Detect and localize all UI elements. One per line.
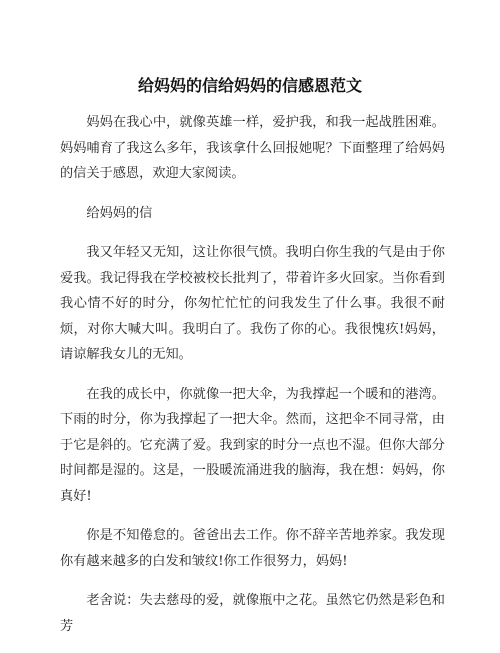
intro-paragraph: 妈妈在我心中，就像英雄一样，爱护我，和我一起战胜困难。妈妈哺育了我这么多年，我该拿什么回报她呢？下面整理了给妈妈的信关于感恩，欢迎大家阅读。 xyxy=(60,115,445,181)
document-title: 给妈妈的信给妈妈的信感恩范文 xyxy=(137,76,362,95)
section-heading: 给妈妈的信 xyxy=(86,205,153,221)
article-body xyxy=(60,110,445,653)
body-paragraph: 老舍说：失去慈母的爱，就像瓶中之花。虽然它仍然是彩色和芳 xyxy=(60,593,445,634)
body-paragraph: 我又年轻又无知，这让你很气愤。我明白你生我的气是由于你爱我。我记得我在学校被校长批判了，带着许多火回家。当你看到我心情不好的时分，你匆忙忙忙的问我发生了什么事。我很不耐烦，对你大喊大叫。我明白了。我伤了你的心。我很愧疚!妈妈，请谅解我女儿的无知。 xyxy=(60,245,445,362)
body-paragraph: 你是不知倦怠的。爸爸出去工作。你不辞辛苦地养家。我发现你有越来越多的白发和皱纹!你工作很努力，妈妈! xyxy=(60,528,445,569)
body-paragraph: 在我的成长中，你就像一把大伞，为我撑起一个暖和的港湾。下雨的时分，你为我撑起了一把大伞。然而，这把伞不同寻常，由于它是斜的。它充满了爱。我到家的时分一点也不湿。但你大部分时间都是湿的。这是，一股暖流涌进我的脑海，我在想：妈妈，你真好! xyxy=(60,386,445,504)
